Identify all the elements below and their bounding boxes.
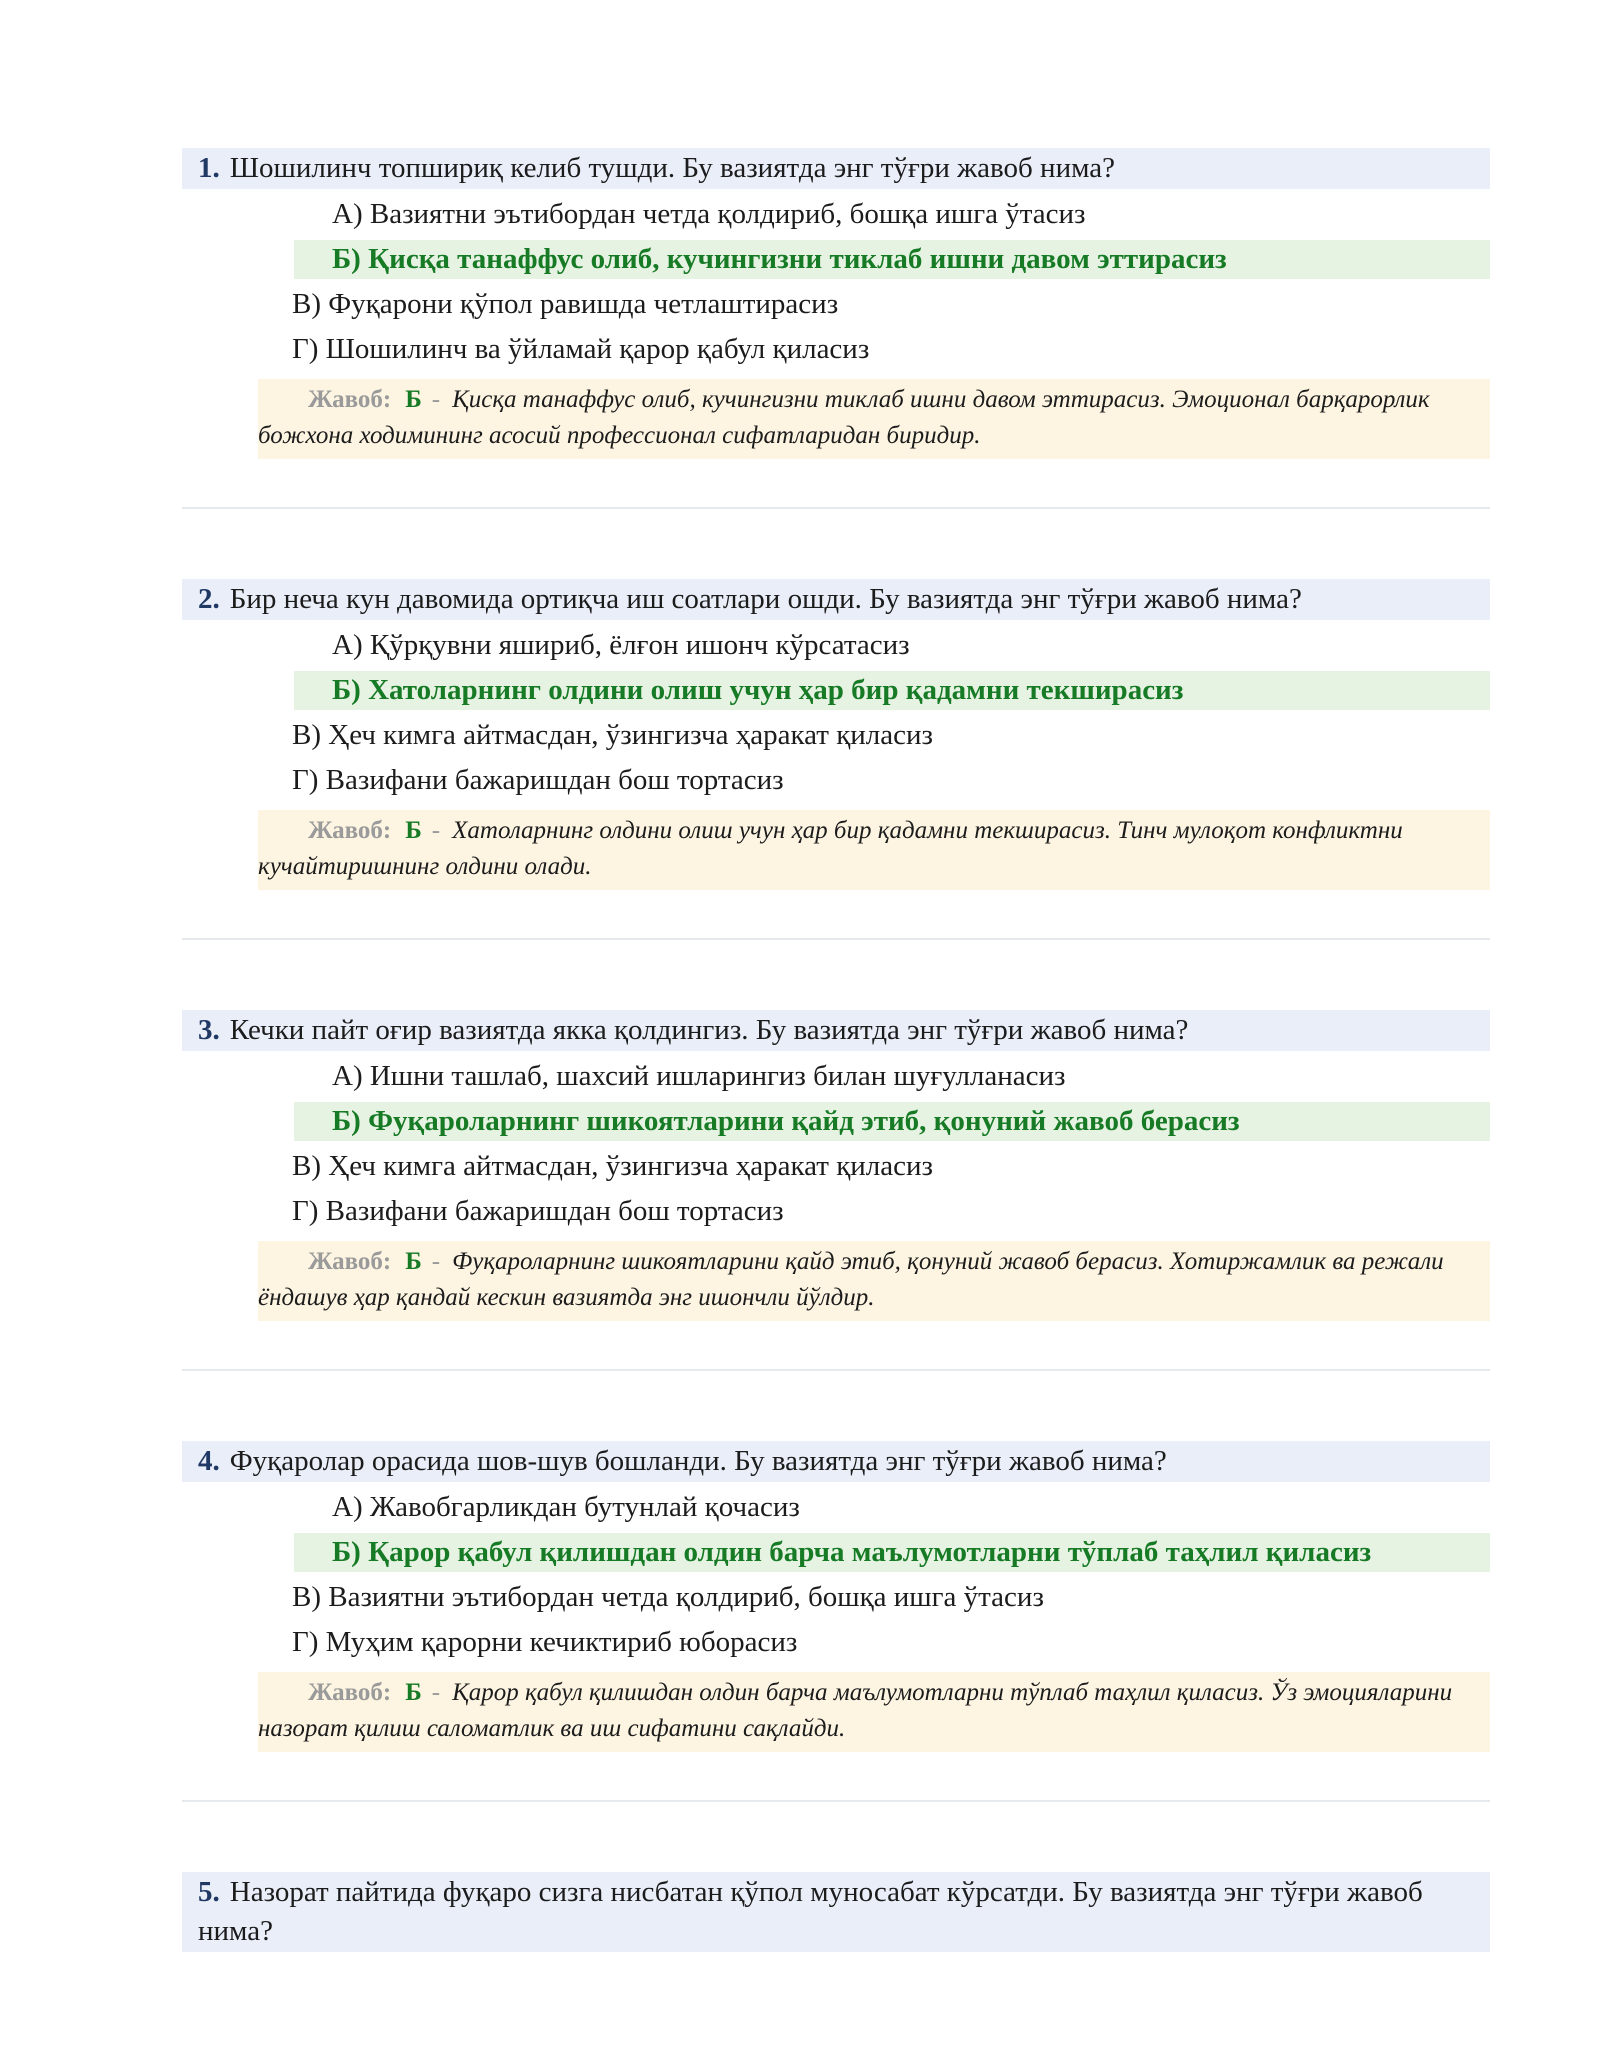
answer-label: Жавоб: [308,1679,392,1706]
section-divider [182,1800,1490,1802]
correct-option: Б) Фуқароларнинг шикоятларини қайд этиб, қонуний жавоб берасиз [294,1102,1490,1141]
answer-separator: - [431,817,441,844]
question-text: Кечки пайт оғир вазиятда якка қолдингиз. Бу вазиятда энг тўғри жавоб нима? [229,1014,1189,1046]
answer-label: Жавоб: [308,1248,392,1275]
section-divider [182,938,1490,940]
answer-separator: - [431,1248,441,1275]
answer-option: А) Қўрқувни яшириб, ёлғон ишонч кўрсатасиз [332,629,910,661]
answer-label: Жавоб: [308,386,392,413]
answer-text: Хатоларнинг олдини олиш учун ҳар бир қадамни текширасиз. Тинч мулоқот конфликтни кучайтиришнинг олдини олади. [258,817,1403,880]
question-list [182,148,1490,1952]
question-text: Назорат пайтида фуқаро сизга нисбатан қўпол муносабат кўрсатди. Бу вазиятда энг тўғри жавоб нима? [198,1876,1423,1947]
question-block [182,148,1490,459]
section-divider [182,1369,1490,1371]
answer-explanation [258,810,1490,890]
question-block [182,1872,1490,1952]
answer-letter: Б [405,386,422,413]
answer-letter: Б [405,1679,422,1706]
section-divider [182,507,1490,509]
question-header [182,1441,1490,1482]
question-text: Бир неча кун давомида ортиқча иш соатлари ошди. Бу вазиятда энг тўғри жавоб нима? [229,583,1302,615]
correct-option: Б) Қисқа танаффус олиб, кучингизни тиклаб ишни давом эттирасиз [294,240,1490,279]
answer-text: Қисқа танаффус олиб, кучингизни тиклаб ишни давом эттирасиз. Эмоционал барқарорлик божхона ходимининг асосий профессионал сифатларидан биридир. [258,386,1430,449]
answer-option: В) Ҳеч кимга айтмасдан, ўзингизча ҳаракат қиласиз [292,1150,933,1182]
answer-explanation [258,1672,1490,1752]
answer-option: Г) Муҳим қарорни кечиктириб юборасиз [292,1626,798,1658]
answer-letter: Б [405,1248,422,1275]
answer-separator: - [431,386,441,413]
question-text: Шошилинч топшириқ келиб тушди. Бу вазиятда энг тўғри жавоб нима? [229,152,1115,184]
correct-option: Б) Хатоларнинг олдини олиш учун ҳар бир қадамни текширасиз [294,671,1490,710]
question-header [182,1872,1490,1952]
question-number: 1. [198,152,220,184]
answer-text: Фуқароларнинг шикоятларини қайд этиб, қонуний жавоб берасиз. Хотиржамлик ва режали ёндашув ҳар қандай кескин вазиятда энг ишончли йўлдир. [258,1248,1444,1311]
question-header [182,148,1490,189]
answer-option: Г) Вазифани бажаришдан бош тортасиз [292,1195,784,1227]
question-text: Фуқаролар орасида шов-шув бошланди. Бу вазиятда энг тўғри жавоб нима? [229,1445,1167,1477]
question-header [182,579,1490,620]
answer-option: А) Вазиятни эътибордан четда қолдириб, бошқа ишга ўтасиз [332,198,1086,230]
correct-option: Б) Қарор қабул қилишдан олдин барча маълумотларни тўплаб таҳлил қиласиз [294,1533,1490,1572]
question-block [182,1010,1490,1321]
answer-label: Жавоб: [308,817,392,844]
answer-option: В) Фуқарони қўпол равишда четлаштирасиз [292,288,839,320]
answer-option: В) Вазиятни эътибордан четда қолдириб, бошқа ишга ўтасиз [292,1581,1044,1613]
answer-option: А) Жавобгарликдан бутунлай қочасиз [332,1491,800,1523]
question-header [182,1010,1490,1051]
question-block [182,1441,1490,1752]
answer-option: Г) Вазифани бажаришдан бош тортасиз [292,764,784,796]
question-number: 2. [198,583,220,615]
answer-letter: Б [405,817,422,844]
question-number: 3. [198,1014,220,1046]
answer-option: В) Ҳеч кимга айтмасдан, ўзингизча ҳаракат қиласиз [292,719,933,751]
answer-option: Г) Шошилинч ва ўйламай қарор қабул қиласиз [292,333,870,365]
answer-separator: - [431,1679,441,1706]
answer-option: А) Ишни ташлаб, шахсий ишларингиз билан шуғулланасиз [332,1060,1066,1092]
question-block [182,579,1490,890]
answer-text: Қарор қабул қилишдан олдин барча маълумотларни тўплаб таҳлил қиласиз. Ўз эмоцияларини назорат қилиш саломатлик ва иш сифатини сақлайди. [258,1679,1453,1742]
question-number: 5. [198,1876,220,1908]
question-number: 4. [198,1445,220,1477]
answer-explanation [258,1241,1490,1321]
answer-explanation [258,379,1490,459]
